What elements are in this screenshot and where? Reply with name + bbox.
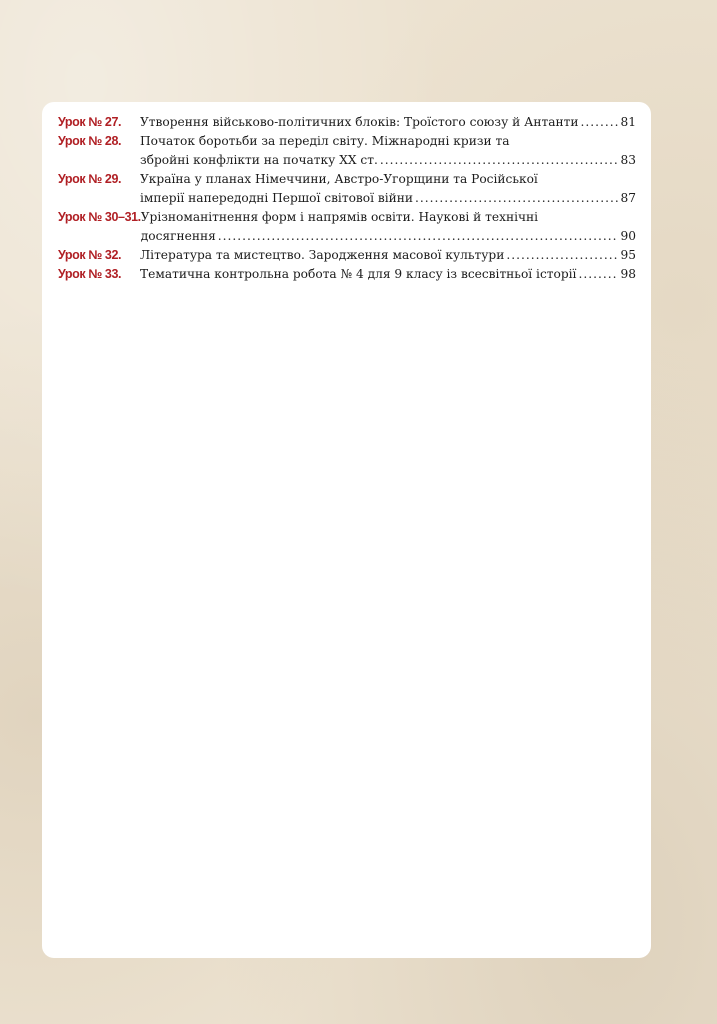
- page-number: 98: [620, 267, 636, 281]
- page-number: 87: [620, 191, 636, 205]
- lesson-title-continued: досягнення: [140, 229, 216, 243]
- lesson-number: Урок № 32.: [58, 248, 122, 262]
- toc-entry-lesson-33[interactable]: [58, 265, 636, 284]
- lesson-title: Утворення військово-політичних блоків: Троїстого союзу й Антанти: [140, 115, 579, 129]
- toc-entry-last-line: [140, 265, 636, 284]
- toc-entry-body: [140, 170, 636, 208]
- toc-entry-lesson-30-31[interactable]: [58, 208, 636, 246]
- toc-entry-lesson-29[interactable]: [58, 170, 636, 208]
- lesson-title-continued: збройні конфлікти на початку ХХ ст.: [140, 153, 378, 167]
- toc-entry-last-line: [140, 246, 636, 265]
- toc-entry-last-line: [140, 113, 636, 132]
- toc-entry-body: [141, 208, 636, 246]
- dot-leader: [578, 265, 618, 284]
- toc-entry-lesson-32[interactable]: [58, 246, 636, 265]
- lesson-title: Початок боротьби за переділ світу. Міжнародні кризи та: [140, 134, 510, 148]
- page-number: 83: [620, 153, 636, 167]
- toc-entry-lesson-27[interactable]: [58, 113, 636, 132]
- lesson-title: Урізноманітнення форм і напрямів освіти. Наукові й технічні: [140, 210, 539, 224]
- page-sheet: [42, 102, 651, 958]
- lesson-title: Література та мистецтво. Зародження масової культури: [140, 248, 505, 262]
- page-number: 90: [620, 229, 636, 243]
- lesson-number: Урок № 27.: [58, 115, 122, 129]
- toc-entry-lesson-28[interactable]: [58, 132, 636, 170]
- toc-entry-body: [140, 132, 636, 170]
- toc-entry-body: [140, 113, 636, 132]
- page-number: 81: [620, 115, 636, 129]
- dot-leader: [218, 227, 619, 246]
- lesson-title: Україна у планах Німеччини, Австро-Угорщини та Російської: [140, 172, 538, 186]
- page-number: 95: [620, 248, 636, 262]
- toc-entry-last-line: [140, 189, 636, 208]
- toc-entry-body: [140, 246, 636, 265]
- toc-entry-last-line: [140, 151, 636, 170]
- dot-leader: [506, 246, 618, 265]
- dot-leader: [415, 189, 618, 208]
- lesson-title-continued: імперії напередодні Першої світової війни: [140, 191, 414, 205]
- toc-entry-last-line: [141, 227, 636, 246]
- lesson-title: Тематична контрольна робота № 4 для 9 класу із всесвітньої історії: [140, 267, 577, 281]
- lesson-number: Урок № 33.: [58, 267, 122, 281]
- dot-leader: [380, 151, 619, 170]
- dot-leader: [580, 113, 618, 132]
- toc-entry-body: [140, 265, 636, 284]
- lesson-number: Урок № 28.: [58, 134, 122, 148]
- lesson-number: Урок № 29.: [58, 172, 122, 186]
- lesson-number: Урок № 30–31.: [58, 210, 141, 224]
- table-of-contents: [58, 113, 636, 284]
